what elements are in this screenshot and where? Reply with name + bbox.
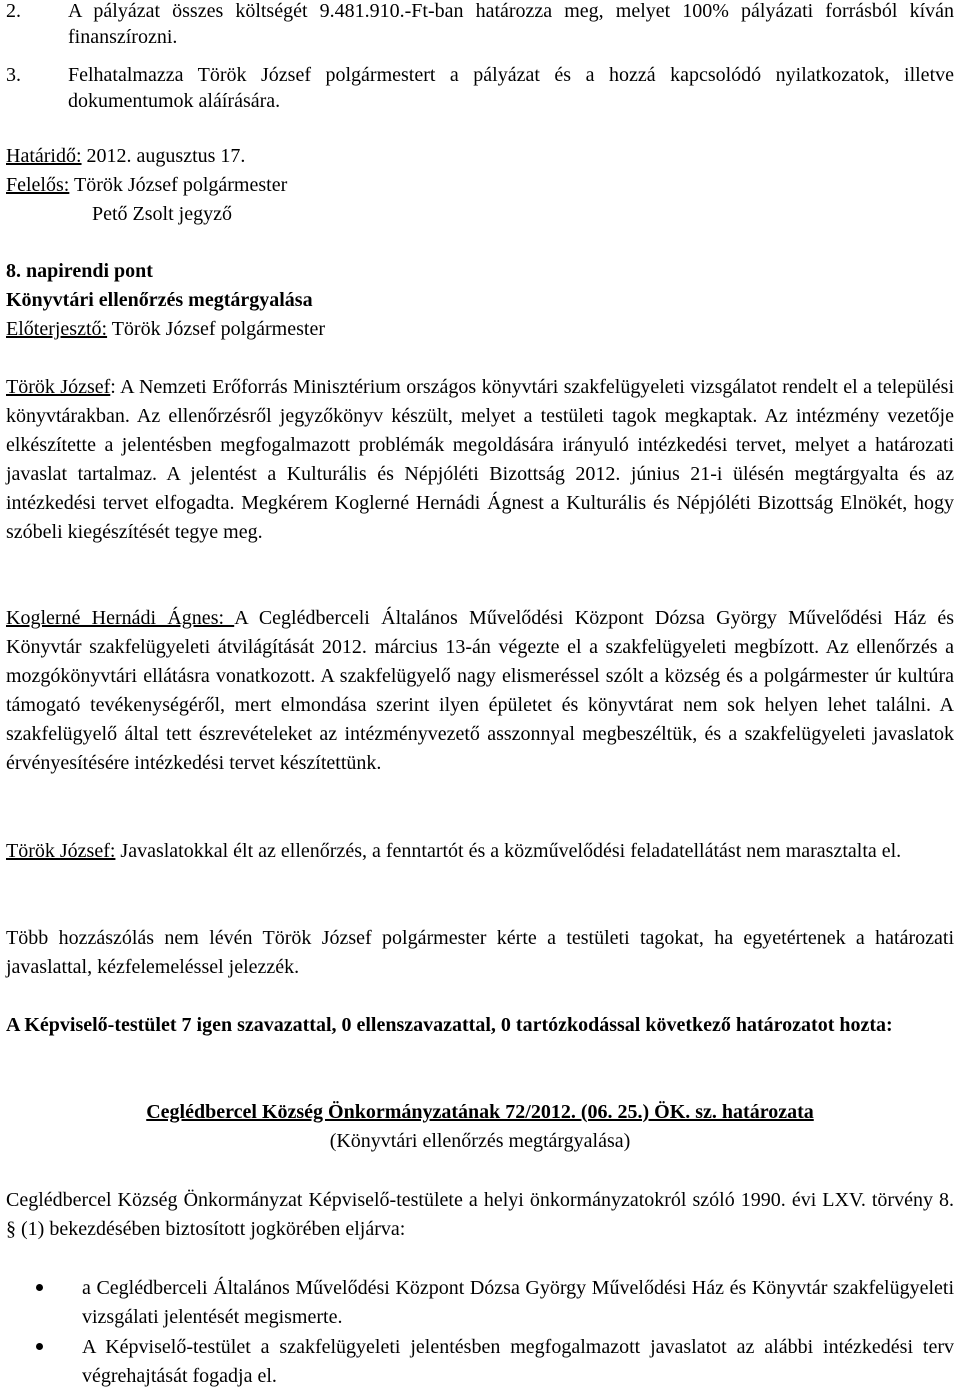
bullet-icon <box>36 1284 43 1291</box>
list-text: a Ceglédberceli Általános Művelődési Központ Dózsa György Művelődési Ház és Könyvtár szakfelügyeleti vizsgálati jelentését megismerte. <box>82 1277 954 1328</box>
list-item <box>6 1274 954 1332</box>
responsible-line <box>6 172 954 198</box>
closing-paragraph: Több hozzászólás nem lévén Török József polgármester kérte a testületi tagokat, ha egyetértenek a határozati javaslattal, kézfelemeléssel jelezzék. <box>6 927 954 978</box>
speaker-name: Török József <box>6 376 111 398</box>
responsible-second: Pető Zsolt jegyző <box>92 203 232 225</box>
responsible-value: Török József polgármester <box>69 174 288 196</box>
presenter-label: Előterjesztő: <box>6 318 108 340</box>
agenda-heading: 8. napirendi pont <box>6 260 153 282</box>
list-number: 2. <box>6 0 21 22</box>
resolution-intro: Ceglédbercel Község Önkormányzat Képviselő-testülete a helyi önkormányzatokról szóló 1990. évi LXV. törvény 8. § (1) bekezdésében biztosított jogkörében eljárva: <box>6 1189 954 1240</box>
list-item <box>6 1333 954 1391</box>
responsible-label: Felelős: <box>6 174 70 196</box>
resolution-subtitle: (Könyvtári ellenőrzés megtárgyalása) <box>329 1130 631 1152</box>
presenter-line <box>6 316 954 342</box>
list-item <box>6 0 954 50</box>
paragraph-text: Javaslatokkal élt az ellenőrzés, a fenntartót és a közművelődési feladatellátást nem marasztalta el. <box>115 840 902 862</box>
speaker-name: Koglerné Hernádi Ágnes: <box>6 607 235 629</box>
paragraph-text: A Ceglédberceli Általános Művelődési Központ Dózsa György Művelődési Ház és Könyvtár szakfelügyeleti átvilágítását 2012. március 13-án végezte el a szakfelügyeleti megbízott. Az ellenőrzés a mozgókönyvtári ellátásra vonatkozott. A szakfelügyelő nagy elismeréssel szólt a község és a polgármester úr kultúra támogató tevékenységéről, mert elmondása szerint ilyen épületet és könyvtárat nem sok helyen lehet találni. A szakfelügyelő által tett észrevételeket az intézményvezető asszonnyal megbeszéltük, és a szakfelügyeleti javaslatok érvényesítésére intézkedési tervet készítettünk. <box>6 607 954 774</box>
list-item <box>6 62 954 114</box>
deadline-value: 2012. augusztus 17. <box>81 145 246 167</box>
list-text: A Képviselő-testület a szakfelügyeleti jelentésben megfogalmazott javaslatot az alábbi intézkedési terv végrehajtását fogadja el. <box>82 1336 954 1387</box>
agenda-subject: Könyvtári ellenőrzés megtárgyalása <box>6 289 313 311</box>
bullet-icon <box>36 1343 43 1350</box>
speaker-name: Török József: <box>6 840 116 862</box>
vote-paragraph: A Képviselő-testület 7 igen szavazattal, 0 ellenszavazattal, 0 tartózkodással következő határozatot hozta: <box>6 1014 893 1036</box>
resolution-title: Ceglédbercel Község Önkormányzatának 72/2012. (06. 25.) ÖK. sz. határozata <box>146 1101 814 1123</box>
list-text: Felhatalmazza Török József polgármestert a pályázat és a hozzá kapcsolódó nyilatkozatok, illetve dokumentumok aláírására. <box>68 64 954 112</box>
deadline-line <box>6 143 954 169</box>
paragraph-text: : A Nemzeti Erőforrás Minisztérium országos könyvtári szakfelügyeleti vizsgálatot rendelt el a települési könyvtárakban. Az ellenőrzésről jegyzőkönyv készült, melyet a testületi tagok megkaptak. Az intézmény vezetője elkészítette a jelentésben megfogalmazott problémák megoldására irányuló intézkedési tervet, melyet a határozati javaslat tartalmaz. A jelentést a Kulturális és Népjóléti Bizottság 2012. június 21-i ülésén megtárgyalta és az intézkedési tervet elfogadta. Megkérem Koglerné Hernádi Ágnest a Kulturális és Népjóléti Bizottság Elnökét, hogy szóbeli kiegészítését tegye meg. <box>6 376 955 543</box>
list-text: A pályázat összes költségét 9.481.910.-Ft-ban határozza meg, melyet 100% pályázati forrásból kíván finanszírozni. <box>68 0 954 48</box>
presenter-value: Török József polgármester <box>107 318 325 340</box>
paragraph-kogler <box>6 604 954 778</box>
deadline-label: Határidő: <box>6 145 82 167</box>
paragraph-torok-2 <box>6 837 954 866</box>
paragraph-torok-1 <box>6 373 954 547</box>
list-number: 3. <box>6 64 21 86</box>
